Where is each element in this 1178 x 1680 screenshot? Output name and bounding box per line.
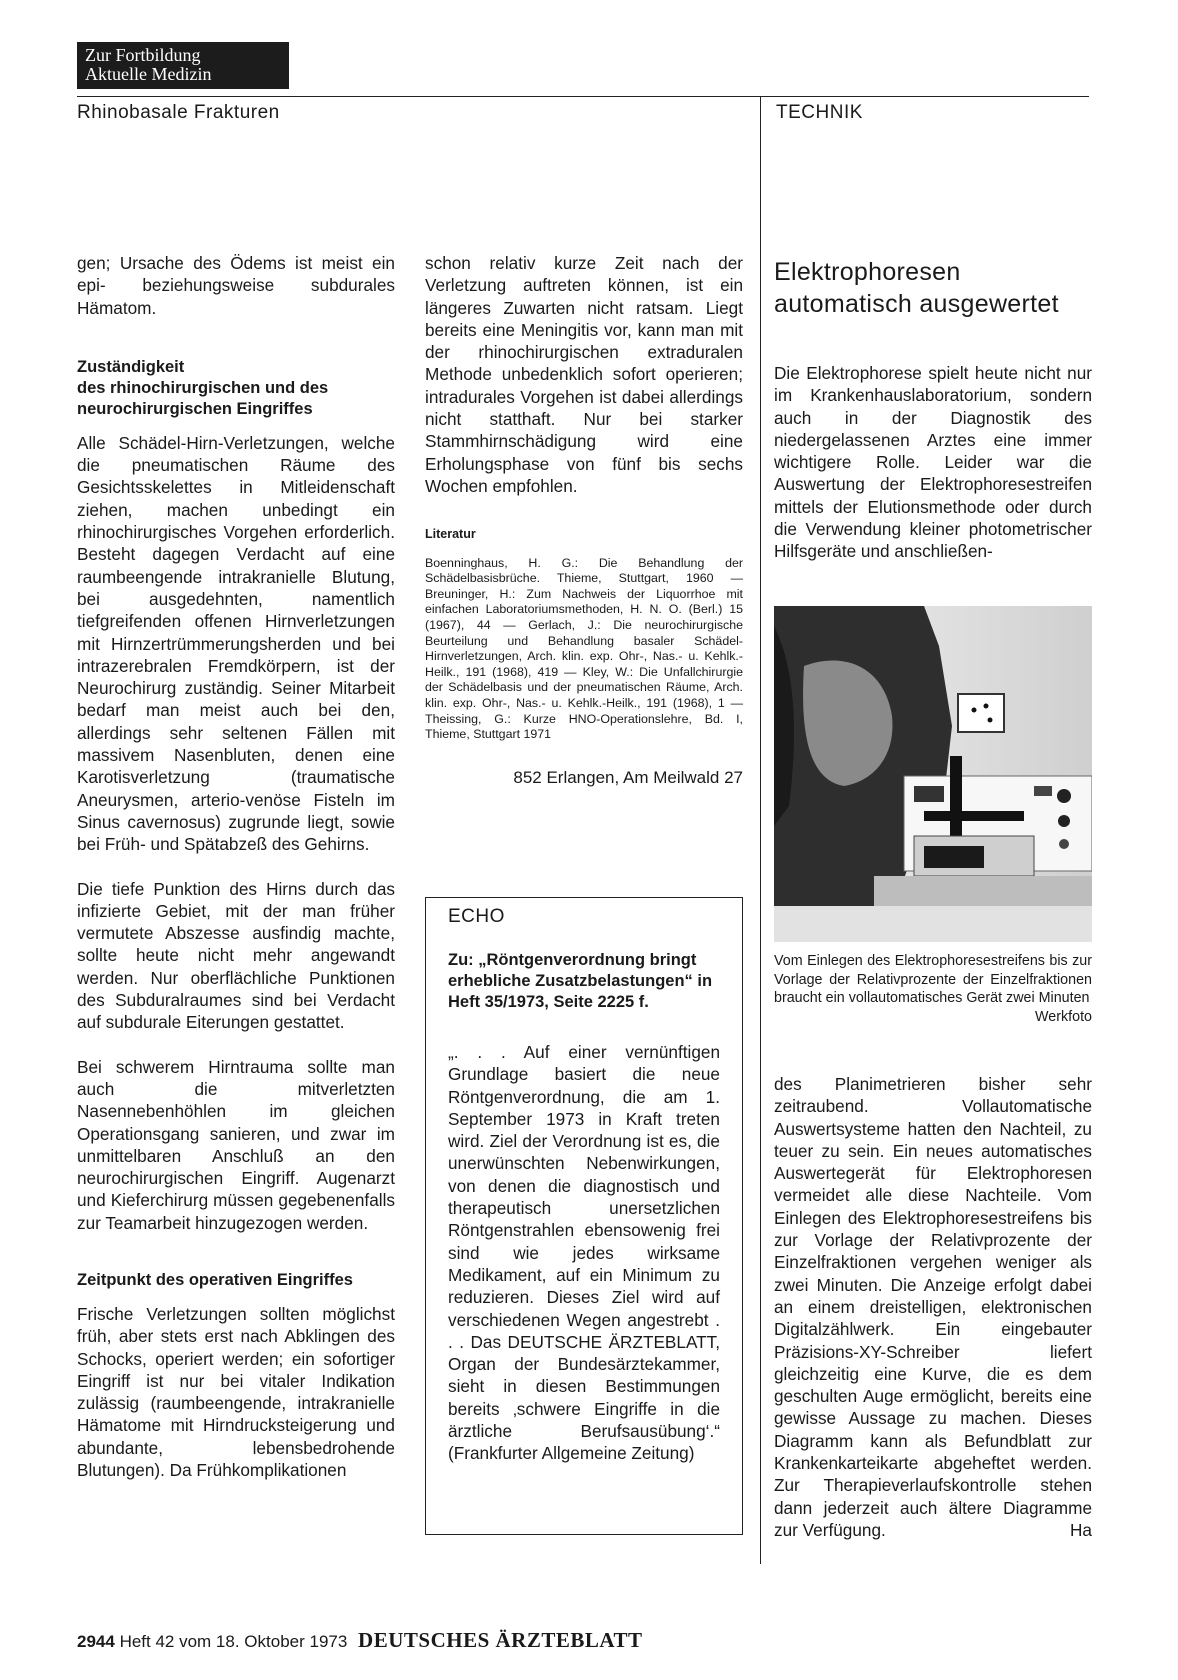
subheading: Zeitpunkt des operativen Eingriffes — [77, 1270, 353, 1289]
device-photo — [774, 606, 1092, 942]
article-title — [774, 256, 1092, 320]
paragraph: schon relativ kurze Zeit nach der Verletzung auftreten können, ist ein längeres Zuwarten nicht ratsam. Liegt bereits eine Meningitis vor, kann man mit der rhinochirurgischen extraduralen Methode unbedenklich sofort operieren; intradurales Vorgehen ist dabei allerdings nicht statthaft. Nur bei starker Stammhirnschädigung wird eine Erholungsphase von fünf bis sechs Wochen empfohlen. — [425, 253, 743, 496]
references-heading: Literatur — [425, 527, 476, 542]
column-1 — [77, 252, 395, 1481]
article-title-line: automatisch ausgewertet — [774, 290, 1059, 318]
references-list: Boenninghaus, H. G.: Die Behandlung der Schädelbasisbrüche. Thieme, Stuttgart, 1960 — Breuninger, H.: Zum Nachweis der Liquorrhoe mit einfachen Laboratoriumsmethoden, H. N. O. (Berl.) 15 (1967), 44 — Gerlach, J.: Die neurochirurgische Beurteilung und Behandlung basaler Schädel-Hirnverletzungen, Arch. klin. exp. Ohr-, Nas.- u. Kehlk.-Heilk., 191 (1968), 419 — Kley, W.: Die Unfallchirurgie der Schädelbasis und der pneumatischen Räume, Arch. klin. exp. Ohr-, Nas.- u. Kehlk.-Heilk., 191 (1968), 1 — Theissing, G.: Kurze HNO-Operationslehre, Bd. I, Thieme, Stuttgart 1971 — [425, 555, 743, 742]
author-address: 852 Erlangen, Am Meilwald 27 — [513, 767, 743, 787]
column-3-continued — [774, 1073, 1092, 1541]
author-initials: Ha — [1070, 1519, 1092, 1540]
article-title-line: Elektrophoresen — [774, 258, 961, 286]
echo-box — [425, 897, 743, 1535]
photo-caption — [774, 952, 1092, 1026]
paragraph: gen; Ursache des Ödems ist meist ein epi- beziehungsweise subdurales Hämatom. — [77, 253, 395, 318]
issue-info: Heft 42 vom 18. Oktober 1973 — [119, 1632, 348, 1651]
paragraph-text: des Planimetrieren bisher sehr zeitraubend. Vollautomatische Auswertsysteme hatten den Nachteil, zu teuer zu sein. Ein neues automatisches Auswertegerät für Elektrophoresen vermeidet alle diese Nachteile. Vom Einlegen des Elektrophoresestreifens bis zur Vorlage der Relativprozente der Einzelfraktionen vergehen weniger als zwei Minuten. Die Anzeige erfolgt dabei an einem dreistelligen, elektronischen Digitalzählwerk. Ein eingebauter Präzisions-XY-Schreiber liefert gleichzeitig eine Kurve, die es dem geschulten Auge ermöglicht, bereits eine gewisse Aussage zu machen. Dieses Diagramm kann als Befundblatt zur Krankenkarteikarte abgeheftet werden. Zur Therapieverlaufskontrolle stehen dann jederzeit auch ältere Diagramme zur Verfügung. — [774, 1074, 1092, 1540]
paragraph: Die tiefe Punktion des Hirns durch das infizierte Gebiet, mit der man früher vermutete Abszesse ausfindig machte, sollte heute nicht mehr angewandt werden. Nur oberflächliche Punktionen des Subduralraumes sind bei Verdacht auf subdurale Eiterungen gestattet. — [77, 878, 395, 1033]
column-3 — [774, 256, 1092, 563]
photo-credit: Werkfoto — [1035, 1008, 1092, 1025]
subheading-line: Zuständigkeit — [77, 357, 185, 376]
section-header-box — [77, 42, 289, 89]
section-title-right: TECHNIK — [776, 102, 863, 123]
column-divider — [760, 96, 761, 1564]
page-number: 2944 — [77, 1632, 115, 1651]
echo-title: Zu: „Röntgenverordnung bringt erhebliche Zusatzbelastungen“ in Heft 35/1973, Seite 2225 f. — [448, 951, 713, 1011]
subheading — [77, 357, 395, 420]
header-box-line2: Aktuelle Medizin — [85, 64, 212, 84]
header-box-line1: Zur Fortbildung — [85, 45, 201, 65]
top-rule — [77, 96, 1089, 97]
paragraph: Die Elektrophorese spielt heute nicht nur im Krankenhauslaboratorium, sondern auch in der Diagnostik des niedergelassenen Arztes eine immer wichtigere Rolle. Leider war die Auswertung der Elektrophoresestreifen mittels der Elutionsmethode oder durch die Verwendung kleiner photometrischer Hilfsgeräte und anschließen- — [774, 363, 1092, 562]
subheading-line: des rhinochirurgischen und des neurochirurgischen Eingriffes — [77, 378, 329, 418]
publication-name: DEUTSCHES ÄRZTEBLATT — [358, 1628, 643, 1652]
echo-label: ECHO — [448, 906, 505, 927]
photo-caption-text: Vom Einlegen des Elektrophoresestreifens bis zur Vorlage der Relativprozente der Einzelfraktionen braucht ein vollautomatisches Gerät zwei Minuten — [774, 953, 1092, 1006]
column-2 — [425, 252, 743, 789]
echo-body: „. . . Auf einer vernünftigen Grundlage basiert die neue Röntgenverordnung, die am 1. September 1973 in Kraft treten wird. Ziel der Verordnung ist es, die unerwünschten Nebenwirkungen, von denen die diagnostisch und therapeutisch unersetzlichen Röntgenstrahlen ebensowenig frei sind wie jedes wirksame Medikament, auf ein Minimum zu reduzieren. Dieses Ziel wird auf verschiedenen Wegen angestrebt . . . Das DEUTSCHE ÄRZTEBLATT, Organ der Bundesärztekammer, sieht in diesen Bestimmungen bereits ‚schwere Eingriffe in die ärztliche Berufsausübung‘.“ (Frankfurter Allgemeine Zeitung) — [448, 1042, 720, 1464]
section-title-left: Rhinobasale Frakturen — [77, 102, 280, 123]
paragraph — [774, 1073, 1092, 1541]
paragraph: Alle Schädel-Hirn-Verletzungen, welche die pneumatischen Räume des Gesichtsskelettes in Mitleidenschaft ziehen, machen unbedingt ein rhinochirurgisches Vorgehen erforderlich. Besteht dagegen Verdacht auf eine raumbeengende intrakranielle Blutung, bei ausgedehnten, namentlich tiefgreifenden offenen Hirnverletzungen mit Hirnzertrümmerungsherden und bei intrazerebralen Fremdkörpern, ist der Neurochirurg zuständig. Seiner Mitarbeit bedarf man meist auch bei den, allerdings sehr seltenen Fällen mit massivem Nasenbluten, denen eine Karotisverletzung (traumatische Aneurysmen, arterio-venöse Fisteln im Sinus cavernosus) zugrunde liegt, sowie bei Früh- und Spätabzeß des Gehirns. — [77, 432, 395, 855]
paragraph: Bei schwerem Hirntrauma sollte man auch die mitverletzten Nasennebenhöhlen im gleichen Operationsgang sanieren, und zwar im unmittelbaren Anschluß an den neurochirurgischen Eingriff. Augenarzt und Kieferchirurg müssen gegebenenfalls zur Teamarbeit hinzugezogen werden. — [77, 1056, 395, 1233]
paragraph: Frische Verletzungen sollten möglichst früh, aber stets erst nach Abklingen des Schocks, operiert werden; ein sofortiger Eingriff ist nur bei vitaler Indikation zulässig (raumbeengende, intrakranielle Hämatome mit Hirndrucksteigerung und abundante, lebensbedrohende Blutungen). Da Frühkomplikationen — [77, 1303, 395, 1481]
page-footer — [77, 1628, 643, 1653]
